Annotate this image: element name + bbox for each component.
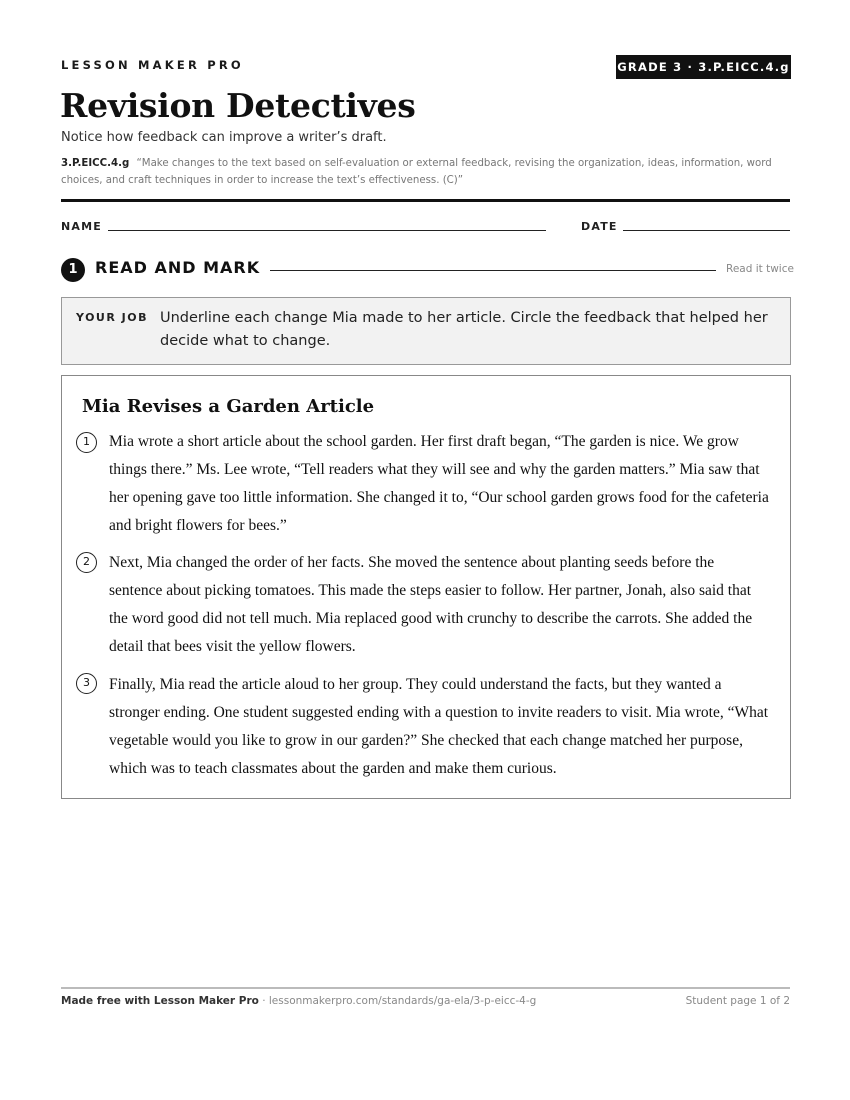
date-field-line[interactable] [623,230,790,231]
page-subtitle: Notice how feedback can improve a writer’s draft. [61,130,387,145]
article-paragraph-1: Mia wrote a short article about the school garden. Her first draft began, “The garden is nice. We grow things there.” Ms. Lee wrote, “Tell readers what they will see and why the garden matters.” Mia saw that her opening gave too little information. She changed it to, “Our school garden grows food for the cafeteria and bright flowers for bees.” [109,433,769,534]
grade-badge: GRADE 3 · 3.P.EICC.4.g [616,55,791,79]
page-title: Revision Detectives [60,86,416,125]
footer-divider [61,987,790,989]
header-divider [61,199,790,202]
name-field-line[interactable] [108,230,546,231]
footer-separator: · [258,995,269,1007]
section-number-badge: 1 [61,258,85,282]
standard-text: “Make changes to the text based on self-evaluation or external feedback, revising the organization, ideas, information, word choices, and craft techniques in order to increase the text’s effectiveness. (C)” [61,158,772,186]
article-paragraph-2: Next, Mia changed the order of her facts. She moved the sentence about planting seeds before the sentence about picking tomatoes. This made the steps easier to follow. Her partner, Jonah, also said that the word good did not tell much. Mia replaced good with crunchy to describe the carrots. She added the detail that bees visit the yellow flowers. [109,554,753,655]
paragraph-number-1: 1 [76,432,97,453]
paragraph-number-2: 2 [76,552,97,573]
footer-credit [61,995,536,1007]
paragraph-number-3: 3 [76,673,97,694]
footer-made-with: Made free with Lesson Maker Pro [61,995,259,1007]
article-title: Mia Revises a Garden Article [82,396,375,417]
name-label: NAME [61,220,102,233]
your-job-instructions: Underline each change Mia made to her article. Circle the feedback that helped her decide what to change. [160,310,768,349]
section-divider [270,270,716,271]
your-job-box [61,297,791,365]
your-job-label: YOUR JOB [76,311,148,324]
date-label: DATE [581,220,618,233]
footer-page-number: Student page 1 of 2 [685,995,790,1007]
brand-name: LESSON MAKER PRO [61,58,244,72]
article-paragraph-3: Finally, Mia read the article aloud to her group. They could understand the facts, but they wanted a stronger ending. One student suggested ending with a question to invite readers to visit. Mia wrote, “What vegetable would you like to grow in our garden?” She checked that each change matched her purpose, which was to teach classmates about the garden and make them curious. [109,676,769,777]
standard-code: 3.P.EICC.4.g [61,158,130,169]
section-title: READ AND MARK [95,258,261,277]
article-box [61,375,791,799]
standard-description [61,155,781,189]
section-note: Read it twice [726,263,794,275]
footer-url-link[interactable]: lessonmakerpro.com/standards/ga-ela/3-p-eicc-4-g [268,995,537,1007]
